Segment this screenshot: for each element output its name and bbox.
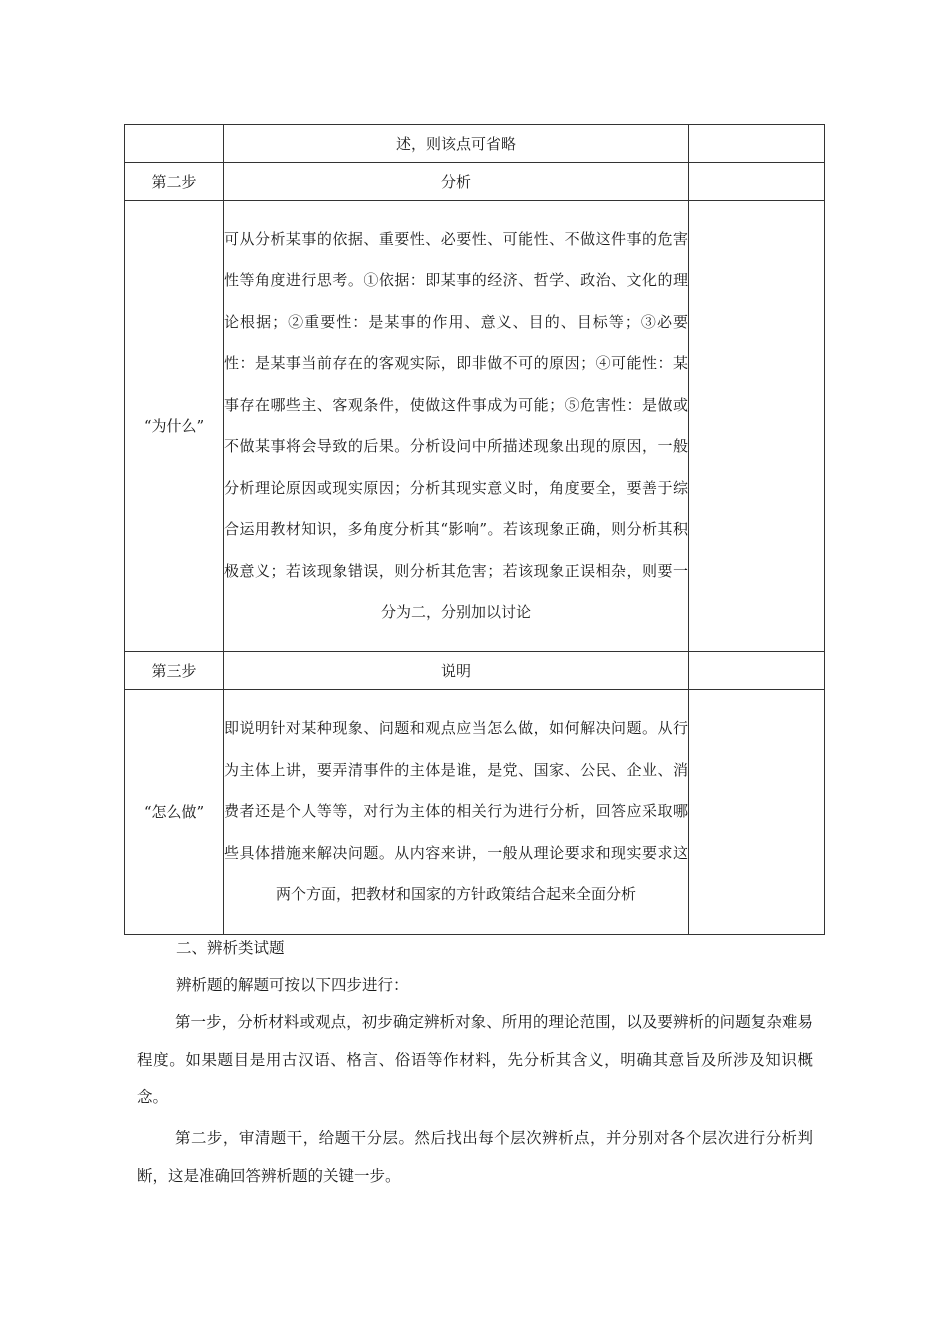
table-row bbox=[125, 125, 825, 163]
paragraph-step1: 第一步，分析材料或观点，初步确定辨析对象、所用的理论范围，以及要辨析的问题复杂难易程度。如果题目是用古汉语、格言、俗语等作材料，先分析其含义，明确其意旨及所涉及知识概念。 bbox=[137, 1013, 813, 1106]
table-row bbox=[125, 652, 825, 690]
table-cell-empty bbox=[689, 163, 825, 201]
table-cell-empty bbox=[689, 125, 825, 163]
table-row bbox=[125, 690, 825, 935]
table-cell-empty bbox=[689, 201, 825, 652]
table-cell-empty bbox=[689, 690, 825, 935]
method-table bbox=[124, 124, 825, 935]
step2-label: 第二步 bbox=[125, 163, 224, 201]
step3-title: 说明 bbox=[224, 652, 689, 690]
table-row bbox=[125, 201, 825, 652]
how-label: “怎么做” bbox=[125, 690, 224, 935]
how-text: 即说明针对某种现象、问题和观点应当怎么做，如何解决问题。从行为主体上讲，要弄清事件的主体是谁，是党、国家、公民、企业、消费者还是个人等等，对行为主体的相关行为进行分析，回答应采取哪些具体措施来解决问题。从内容来讲，一般从理论要求和现实要求这两个方面，把教材和国家的方针政策结合起来全面分析 bbox=[224, 690, 689, 935]
table-row bbox=[125, 163, 825, 201]
step3-label: 第三步 bbox=[125, 652, 224, 690]
table-cell-continued-text: 述，则该点可省略 bbox=[224, 125, 689, 163]
step2-title: 分析 bbox=[224, 163, 689, 201]
table-cell-empty bbox=[125, 125, 224, 163]
section-heading: 二、辨析类试题 bbox=[176, 939, 285, 957]
table-cell-empty bbox=[689, 652, 825, 690]
why-text: 可从分析某事的依据、重要性、必要性、可能性、不做这件事的危害性等角度进行思考。①依据：即某事的经济、哲学、政治、文化的理论根据；②重要性：是某事的作用、意义、目的、目标等；③必要性：是某事当前存在的客观实际，即非做不可的原因；④可能性：某事存在哪些主、客观条件，使做这件事成为可能；⑤危害性：是做或不做某事将会导致的后果。分析设问中所描述现象出现的原因，一般分析理论原因或现实原因；分析其现实意义时，角度要全，要善于综合运用教材知识，多角度分析其“影响”。若该现象正确，则分析其积极意义；若该现象错误，则分析其危害；若该现象正误相杂，则要一分为二，分别加以讨论 bbox=[224, 201, 689, 652]
section-intro: 辨析题的解题可按以下四步进行： bbox=[176, 976, 409, 994]
paragraph-step2: 第二步，审清题干，给题干分层。然后找出每个层次辨析点，并分别对各个层次进行分析判断，这是准确回答辨析题的关键一步。 bbox=[137, 1129, 813, 1185]
why-label: “为什么” bbox=[125, 201, 224, 652]
